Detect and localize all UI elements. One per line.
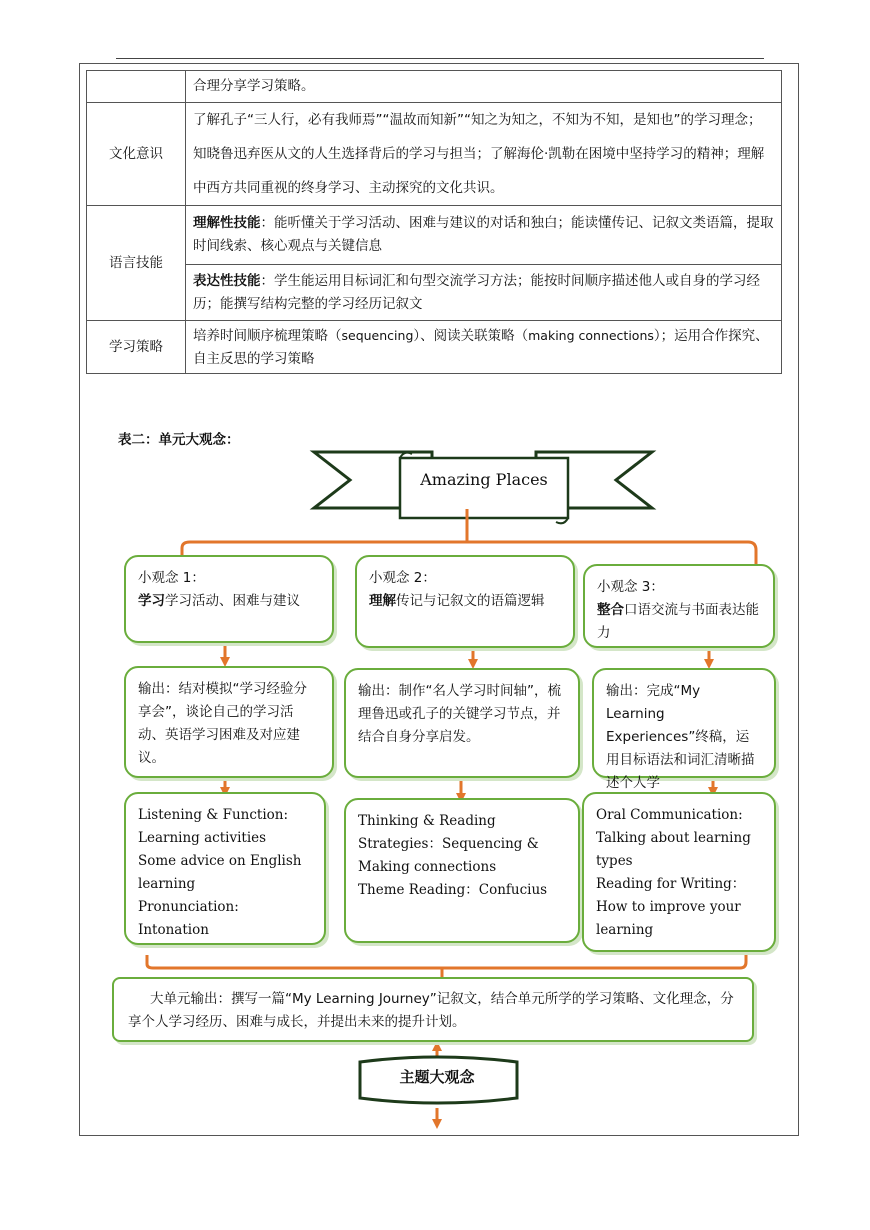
comprehension-label: 理解性技能	[193, 215, 261, 231]
comprehension-text: ：能听懂关于学习活动、困难与建议的对话和独白；能读懂传记、记叙文类语篇，提取时间线索、核心观点与关键信息	[193, 215, 774, 254]
strategy-term-sequencing: sequencing	[341, 327, 414, 343]
theme-label: 主题大观念	[399, 1068, 475, 1086]
lesson-box-1	[124, 792, 326, 945]
lesson-line: Reading for Writing：How to improve your learning	[596, 876, 746, 938]
expression-text: ：学生能运用目标词汇和句型交流学习方法；能按时间顺序描述他人或自身的学习经历；能撰写结构完整的学习经历记叙文	[193, 272, 760, 312]
lesson-line: Theme Reading：Confucius	[358, 882, 548, 898]
concept-keyword: 学习	[138, 593, 165, 609]
strategy-term-connections: making connections	[528, 327, 654, 343]
concept-text: 口语交流与书面表达能力	[597, 602, 759, 641]
lesson-line: Oral Communication: Talking about learning types	[596, 807, 751, 869]
lesson-box-2	[344, 798, 580, 943]
concept-label: 小观念 2：	[369, 570, 436, 586]
lesson-line: Thinking & Reading Strategies：Sequencing & Making connections	[358, 813, 539, 875]
output-box-3: 输出：完成“My Learning Experiences”终稿，运用目标语法和词汇清晰描述个人学	[592, 668, 776, 778]
output-box-2: 输出：制作“名人学习时间轴”，梳理鲁迅或孔子的关键学习节点，并结合自身分享启发。	[344, 668, 580, 778]
concept-box-1	[124, 555, 334, 643]
concept-box-2	[355, 555, 575, 648]
row-head-language: 语言技能	[87, 206, 186, 321]
lesson-line: Learning activities	[138, 830, 267, 846]
diagram-title: Amazing Places	[420, 470, 548, 489]
table-caption: 表二：单元大观念：	[118, 432, 240, 448]
culture-text: 了解孔子“三人行，必有我师焉”“温故而知新”“知之为知之，不知为不知，是知也”的学习理念；知晓鲁迅弃医从文的人生选择背后的学习与担当；了解海伦·凯勒在困境中坚持学习的精神；理解中西方共同重视的终身学习、主动探究的文化共识。	[193, 112, 765, 196]
row-head-culture: 文化意识	[87, 103, 186, 206]
expression-label: 表达性技能	[193, 272, 261, 289]
unit-output-box: 大单元输出：撰写一篇“My Learning Journey”记叙文，结合单元所学的学习策略、文化理念，分享个人学习经历、困难与成长，并提出未来的提升计划。	[112, 977, 754, 1042]
lesson-box-3	[582, 792, 776, 952]
concept-keyword: 整合	[597, 602, 624, 618]
concept-keyword: 理解	[369, 593, 396, 609]
lesson-line: Pronunciation: Intonation	[138, 899, 239, 938]
lesson-line: Listening & Function:	[138, 807, 289, 823]
concept-text: 学习活动、困难与建议	[165, 593, 300, 609]
strategy-text-c: ）；运用合作探究、自主反思的学习策略	[193, 327, 769, 367]
strategy-text-a: 培养时间顺序梳理策略（	[193, 327, 342, 344]
row-content: 合理分享学习策略。	[186, 71, 782, 103]
bottom-bracket	[147, 955, 746, 978]
concept-text: 传记与记叙文的语篇逻辑	[396, 593, 545, 609]
concept-label: 小观念 3：	[597, 579, 664, 595]
concept-box-3	[583, 564, 775, 648]
output-box-1: 输出：结对模拟“学习经验分享会”，谈论自己的学习活动、英语学习困难及对应建议。	[124, 666, 334, 778]
strategy-text-b: ）、阅读关联策略（	[413, 327, 529, 344]
lesson-line: Some advice on English learning	[138, 853, 302, 892]
concept-label: 小观念 1：	[138, 570, 205, 586]
row-head-strategy: 学习策略	[87, 321, 186, 374]
